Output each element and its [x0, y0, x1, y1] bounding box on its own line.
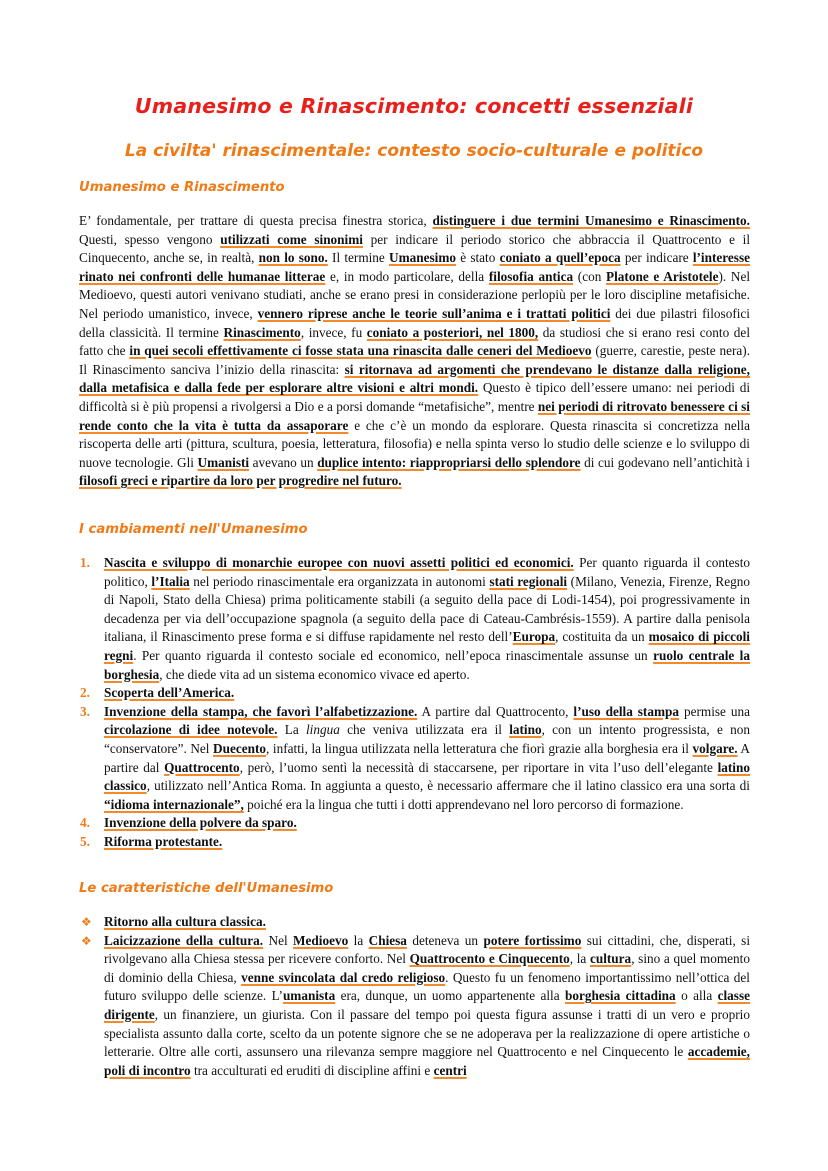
highlighted-term: potere fortissimo	[483, 932, 582, 948]
highlighted-term: Platone e Aristotele	[606, 268, 719, 284]
diamond-bullet-icon: ❖	[81, 933, 92, 948]
highlighted-term: Europa	[512, 629, 556, 645]
text-run: (Milano, Venezia, Firenze, Regno di Napoli, Stato della Chiesa) prima politicamente stabili (a seguito della pace di Lodi-1454), poi progressivamente in decadenza per via dell’occupazione spagnola (a seguito della pace di Cateau-Cambrésis-1559). A partire dalla penisola italiana, il Rinascimento prese forma e si diffuse rapidamente nel resto dell’	[104, 573, 750, 645]
list-item	[79, 932, 750, 1081]
highlighted-term: Nascita e sviluppo di monarchie europee con nuovi assetti politici ed economici.	[104, 555, 574, 570]
text-run: Questi, spesso vengono	[79, 231, 221, 247]
text-run: A partire dal Quattrocento,	[417, 703, 574, 719]
list-item	[79, 814, 750, 833]
section-heading-cambiamenti: I cambiamenti nell'Umanesimo	[79, 522, 308, 537]
highlighted-term: stati regionali	[489, 573, 568, 589]
list-number: 5.	[80, 833, 90, 849]
text-run: , costituita da un	[555, 629, 649, 645]
text-run: Per quanto riguarda il contesto politico,	[104, 555, 751, 589]
highlighted-term: Riforma protestante.	[104, 833, 223, 849]
text-run: , invece, fu	[300, 324, 367, 340]
highlighted-term: Laicizzazione della cultura.	[104, 932, 264, 948]
features-list	[79, 913, 750, 1080]
text-run: dei due pilastri filosofici della classicità. Il termine	[79, 305, 750, 340]
page-subtitle: La civilta' rinascimentale: contesto socio-culturale e politico	[124, 141, 704, 161]
highlighted-term: l’uso della stampa	[573, 703, 680, 719]
text-run: A partire dal	[104, 740, 750, 775]
highlighted-term: non lo sono.	[258, 250, 328, 266]
list-number: 2.	[80, 685, 90, 701]
highlighted-term: Quattrocento	[164, 759, 240, 775]
highlighted-term: latino classico	[104, 759, 750, 794]
highlighted-term: cultura	[589, 951, 632, 967]
highlighted-term: Umanesimo	[389, 250, 457, 266]
text-run: , la	[569, 951, 590, 967]
text-run: la	[348, 932, 369, 948]
text-run: , un finanziere, un giurista. Con il passare del tempo poi questa figura assunse i tratti di un vero e proprio specialista assunto dalla corte, scelto da un potente signore che se ne adoperava per la realizzazione di opere artistiche o letterarie. Oltre alle corti, assunsero una rilevanza sempre maggiore nel Quattrocento e nel Cinquecento le	[104, 1006, 750, 1060]
highlighted-term: venne svincolata dal credo religioso	[241, 969, 446, 985]
list-number: 1.	[80, 555, 90, 570]
highlighted-term: classe dirigente	[104, 988, 751, 1022]
highlighted-term: umanista	[282, 988, 336, 1004]
text-run: per indicare	[620, 250, 693, 266]
highlighted-term: ruolo centrale la borghesia	[104, 647, 750, 682]
list-item	[79, 833, 750, 852]
text-run: . Per quanto riguarda il contesto sociale ed economico, nell’epoca rinascimentale assunse un	[133, 647, 654, 663]
highlighted-term: in quei secoli effettivamente ci fosse stata una rinascita dalle ceneri del Medioevo	[129, 343, 592, 359]
list-item	[79, 684, 750, 703]
features-list-block	[79, 913, 750, 1080]
text-run: per indicare il periodo storico che abbraccia il Quattrocento e il Cinquecento, anche se, in realtà,	[79, 231, 751, 266]
highlighted-term: Umanisti	[197, 454, 250, 470]
list-item	[79, 913, 750, 932]
text-run: poiché era la lingua che tutti i dotti apprendevano nel loro percorso di formazione.	[243, 796, 684, 812]
highlighted-term: Medioevo	[293, 932, 349, 948]
text-run: nel periodo rinascimentale era organizzata in autonomi	[189, 573, 490, 589]
text-run: e che c’è un mondo da esplorare. Questa rinascita si concretizza nella riscoperta delle arti (pittura, scultura, poesia, letteratura, filosofia) e nella spinta verso lo studio delle scienze e lo sviluppo di nuove tecnologie. Gli	[79, 417, 750, 470]
paragraph-text	[79, 212, 750, 491]
text-run: tra acculturati ed eruditi di discipline affini e	[190, 1062, 434, 1078]
highlighted-term: volgare.	[692, 740, 738, 756]
highlighted-term: Ritorno alla cultura classica.	[104, 914, 266, 929]
highlighted-term: Invenzione della stampa, che favorì l’alfabetizzazione.	[104, 703, 418, 719]
highlighted-term: si ritornava ad argomenti che prendevano le distanze dalla religione, dalla metafisica e dalla fede per esplorare altre visioni e altri mondi.	[79, 361, 750, 396]
highlighted-term: Invenzione della polvere da sparo.	[104, 815, 297, 831]
text-run: E’ fondamentale, per trattare di questa precisa finestra storica,	[79, 213, 433, 228]
highlighted-term: borghesia cittadina	[565, 988, 676, 1004]
text-run: deteneva un	[406, 932, 484, 948]
highlighted-term: Quattrocento e Cinquecento	[409, 951, 570, 967]
text-run: avevano un	[249, 454, 318, 470]
text-run: e, in modo particolare, della	[325, 268, 489, 284]
list-item	[79, 554, 750, 684]
text-run: , infatti, la lingua utilizzata nella letteratura che fiorì grazie alla borghesia era il	[266, 740, 693, 756]
highlighted-term: l’interesse rinato nei confronti delle humanae litterae	[79, 250, 750, 284]
text-run: è stato	[456, 250, 500, 266]
list-item	[79, 703, 750, 815]
highlighted-term: l’Italia	[151, 573, 190, 589]
highlighted-term: coniato a quell’epoca	[499, 250, 621, 266]
page-title: Umanesimo e Rinascimento: concetti essenziali	[134, 94, 694, 118]
highlighted-term: filosofia antica	[488, 268, 574, 284]
highlighted-term: mosaico di piccoli regni	[104, 629, 750, 663]
changes-list	[79, 554, 750, 852]
text-run: sui cittadini, che, disperati, si rivolgevano alla Chiesa stessa per ricevere conforto. Nel	[104, 932, 751, 967]
text-run: di cui godevano nell’antichità i	[580, 454, 750, 470]
highlighted-term: coniato a posteriori, nel 1800,	[366, 324, 539, 340]
italic-term: lingua	[305, 722, 340, 738]
highlighted-term: centri	[433, 1062, 467, 1078]
text-run: ). Nel Medioevo, questi autori venivano studiati, anche se erano presi in considerazione perlopiù per le loro discipline metafisiche. Nel periodo umanistico, invece,	[79, 268, 751, 321]
text-run: . Questo fu un fenomeno importantissimo nell’ottica del futuro sviluppo delle scienze. L’	[104, 969, 750, 1004]
text-run: , però, l’uomo sentì la necessità di staccarsene, per riportare in vita l’uso dell’elegante	[239, 759, 718, 775]
text-run: , utilizzato nell’Antica Roma. In aggiunta a questo, è necessario affermare che il latino classico era una sorta di	[146, 778, 750, 794]
highlighted-term: latino	[509, 722, 542, 738]
changes-list-block	[79, 554, 750, 852]
highlighted-term: Chiesa	[368, 932, 407, 948]
highlighted-term: vennero riprese anche le teorie sull’anima e i trattati politici	[257, 305, 611, 321]
highlighted-term: distinguere i due termini Umanesimo e Rinascimento.	[432, 213, 750, 228]
text-run: (guerre, carestie, peste nera). Il Rinascimento sanciva l’inizio della rinascita:	[79, 343, 751, 377]
section-heading-umanesimo-rinascimento: Umanesimo e Rinascimento	[79, 180, 285, 195]
text-run: o alla	[675, 988, 718, 1004]
text-run: che veniva utilizzata era il	[339, 722, 510, 738]
text-run: permise una	[679, 703, 750, 719]
highlighted-term: “idioma internazionale”,	[104, 796, 244, 812]
highlighted-term: filosofi greci e ripartire da loro per progredire nel futuro.	[79, 473, 402, 489]
text-run: Questo è tipico dell’essere umano: nei periodi di difficoltà si è più propensi a rivolgersi a Dio e a porsi domande “metafisiche”, mentre	[79, 380, 750, 414]
text-run: , che diede vita ad un sistema economico vivace ed aperto.	[159, 666, 470, 682]
highlighted-term: utilizzati come sinonimi	[220, 231, 363, 247]
text-run: , sino a quel momento di dominio della Chiesa,	[104, 951, 750, 985]
text-run: da studiosi che si erano resi conto del fatto che	[79, 324, 750, 359]
text-run: Il termine	[327, 250, 390, 266]
text-run: Nel	[263, 932, 294, 948]
highlighted-term: Scoperta dell’America.	[104, 685, 235, 701]
highlighted-term: Duecento	[213, 740, 267, 756]
diamond-bullet-icon: ❖	[81, 915, 92, 929]
text-run: La	[277, 722, 306, 738]
highlighted-term: accademie, poli di incontro	[104, 1044, 750, 1078]
text-run: , con un intento progressista, e non “conservatore”. Nel	[104, 722, 750, 756]
list-number: 3.	[80, 703, 90, 719]
text-run: era, dunque, un uomo appartenente alla	[335, 988, 566, 1004]
highlighted-term: nei periodi di ritrovato benessere ci si rende conto che la vita è tutta da assaporare	[79, 398, 750, 433]
highlighted-term: circolazione di idee notevole.	[104, 722, 278, 738]
highlighted-term: duplice intento: riappropriarsi dello splendore	[317, 454, 581, 470]
list-number: 4.	[80, 815, 90, 831]
text-run: (con	[573, 268, 607, 284]
intro-paragraph	[79, 212, 750, 491]
section-heading-caratteristiche: Le caratteristiche dell'Umanesimo	[79, 881, 334, 896]
highlighted-term: Rinascimento	[223, 324, 301, 340]
